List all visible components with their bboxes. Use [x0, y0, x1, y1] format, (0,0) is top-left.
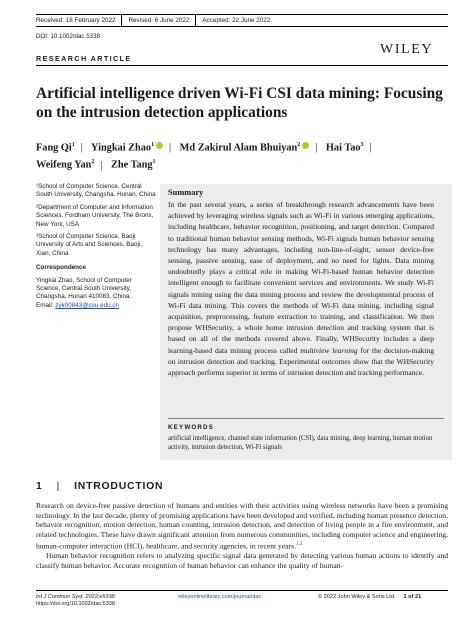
- intro-paragraph: Human behavior recognition refers to analyzing specific signal data generated by detecting various human actions to identify and classify human behavior. Accurate recognition of human behavior can enhance the quality of human-: [36, 551, 448, 570]
- summary-heading: Summary: [168, 188, 204, 197]
- keywords-heading: KEYWORDS: [168, 424, 215, 431]
- orcid-icon[interactable]: [302, 142, 309, 149]
- intro-body: [36, 501, 448, 570]
- journal-url-link[interactable]: wileyonlinelibrary.com/journal/dac: [178, 594, 262, 600]
- article-type: RESEARCH ARTICLE: [36, 54, 132, 63]
- article-title: Artificial intelligence driven Wi-Fi CSI data mining: Focusing on the intrusion detection applications: [36, 85, 443, 121]
- author-name[interactable]: Fang Qi: [36, 142, 72, 154]
- summary-text: In the past several years, a series of breakthrough research advancements have been achieved by leveraging wireless signals such as Wi-Fi in various emerging applications, including healthcare, behavior recognition, positioning, and target detection. Compared to traditional human behavior sensing methods, Wi-Fi signals human behavior sensing technology has many advantages, including non-line-of-sight, sensor device-free sensing, passive sensing, ease of deployment, and no need for lights. Data mining undoubtedly plays a critical role in making Wi-Fi-based human behavior detection intelligent enough to facilitate convenient services and environments. We study Wi-Fi signals mining using the data mining process and review the developmental process of Wi-Fi data mining. This covers the methods of Wi-Fi data mining, including signal acquisition, preprocessing, feature extraction to training, and classification. We then propose WHSecurity, a whole home intrusion detection and tracking system that is based on all of the methods covered above. Finally, WHSecurity includes a deep learning-based data mining process called multiview learning for the decision-making on intrusion detection and tracking. Experimental outcomes show that the WHSecurity approach performs superior in terms of intrusion detection and tracking performance.: [168, 200, 434, 378]
- section-divider: |: [56, 481, 61, 492]
- article-dates: [36, 14, 448, 27]
- citation-link[interactable]: 1,2: [295, 541, 303, 547]
- accepted-date: Accepted: 22 June 2022: [202, 17, 271, 24]
- author-affil-sup: 2: [297, 142, 301, 148]
- correspondence-heading: Correspondence: [36, 264, 87, 272]
- author-affil-sup: 1: [152, 159, 156, 166]
- header-divider: [36, 65, 448, 66]
- keywords-text: artificial intelligence, channel state information (CSI), data mining, deep learning, human motion activity, intrusion detection, Wi-Fi signals: [168, 435, 433, 452]
- copyright: © 2022 John Wiley & Sons Ltd.: [318, 594, 396, 600]
- orcid-icon[interactable]: [156, 142, 163, 149]
- correspondence-email-link[interactable]: zyk00843@csu.edu.cn: [55, 301, 120, 309]
- summary-italic: multiview learning: [300, 345, 358, 355]
- author-name[interactable]: Weifeng Yan: [36, 159, 92, 171]
- page-number: 1 of 21: [403, 594, 422, 600]
- affiliations: [36, 183, 156, 310]
- author-affil-sup: 1: [71, 142, 75, 148]
- footer-right: [318, 594, 421, 600]
- publisher-logo: WILEY: [380, 42, 434, 57]
- author-affil-sup: 3: [360, 142, 364, 148]
- section-title: INTRODUCTION: [74, 481, 164, 492]
- revised-date: Revised: 6 June 2022: [128, 15, 196, 26]
- author-name[interactable]: Yingkai Zhao: [91, 142, 152, 154]
- doi[interactable]: DOI: 10.1002/dac.5338: [36, 33, 100, 40]
- author-name[interactable]: Zhe Tang: [111, 159, 153, 171]
- keywords-divider: [168, 418, 444, 419]
- footer-doi-link[interactable]: https://doi.org/10.1002/dac.5338: [36, 601, 115, 607]
- affiliation: ²Department of Computer and Information Sciences, Fordham University, The Bronx, New York, USA: [36, 203, 154, 228]
- author-affil-sup: 2: [91, 159, 95, 166]
- received-date: Received: 18 February 2022: [36, 15, 122, 26]
- footer-citation: [36, 594, 116, 608]
- affiliation: ³School of Computer Science, Baoji University of Arts and Sciences, Baoji, Xian, China: [36, 233, 143, 257]
- footer-divider: [36, 590, 448, 591]
- journal-citation: Int J Commun Syst. 2022;e5338.: [36, 594, 117, 600]
- correspondence-text: Yingkai Zhao, School of Computer Science, Central South University, Changsha, Hunan 410083, China. Email: zyk00843@csu.edu.cn: [36, 276, 132, 309]
- intro-paragraph: Research on device-free passive detection of humans and entities with their activities using wireless networks have been a promising technology. In the last decade, plenty of promising applications have been developed and verified, including human presence detection, behavior recognition, motion detection, human counting, intrusion detection, and detection of living people in a fire environment, and related technologies. These have drawn significant attention from numerous communities, including computer science and engineering, human-computer interaction (HCI), healthcare, and security agencies, in recent years.$^{1,2}$: [36, 501, 448, 551]
- author-list: Fang Qi$^1$ | Yingkai Zhao$^1$ | Md Zakirul Alam Bhuiyan$^2$ | Hai Tao$^3$ | Weifeng Yan$^2$ | Zhe Tang$^1$: [36, 142, 372, 171]
- author-affil-sup: 1: [151, 142, 155, 148]
- author-name[interactable]: Md Zakirul Alam Bhuiyan: [179, 142, 298, 154]
- affiliation: ¹School of Computer Science, Central South University, Changsha, Hunan, China: [36, 183, 156, 199]
- section-heading: [36, 481, 163, 492]
- author-name[interactable]: Hai Tao: [325, 142, 361, 154]
- section-number: 1: [36, 481, 43, 492]
